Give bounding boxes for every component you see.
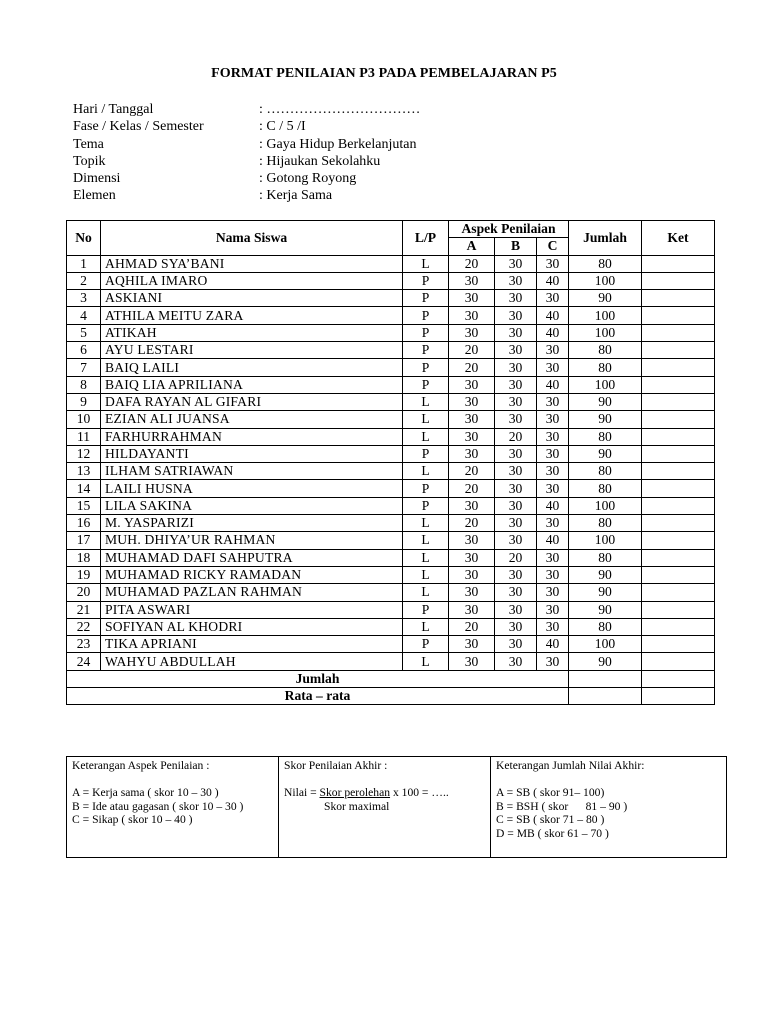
jumlah-ket-cell (642, 670, 715, 687)
col-a-header: A (449, 238, 495, 255)
cell-jumlah: 80 (569, 428, 642, 445)
cell-c: 30 (537, 515, 569, 532)
table-row (67, 463, 715, 480)
cell-lp: P (403, 342, 449, 359)
jumlah-row (67, 670, 715, 687)
rata-label: Rata – rata (67, 688, 569, 705)
cell-lp: L (403, 584, 449, 601)
cell-ket (642, 445, 715, 462)
cell-c: 30 (537, 411, 569, 428)
legend-skor (279, 757, 491, 858)
cell-a: 20 (449, 463, 495, 480)
info-value: : Gotong Royong (259, 171, 357, 187)
cell-no: 6 (67, 342, 101, 359)
cell-a: 30 (449, 445, 495, 462)
legend-nilai (491, 757, 727, 858)
cell-nama: MUHAMAD RICKY RAMADAN (101, 566, 403, 583)
skor-formula (284, 786, 485, 800)
cell-jumlah: 100 (569, 376, 642, 393)
cell-jumlah: 80 (569, 480, 642, 497)
cell-a: 30 (449, 601, 495, 618)
cell-jumlah: 100 (569, 636, 642, 653)
cell-jumlah: 90 (569, 601, 642, 618)
info-label: Elemen (73, 188, 116, 204)
cell-lp: P (403, 480, 449, 497)
cell-b: 30 (495, 376, 537, 393)
cell-no: 19 (67, 566, 101, 583)
cell-ket (642, 480, 715, 497)
cell-no: 17 (67, 532, 101, 549)
cell-nama: MUH. DHIYA’UR RAHMAN (101, 532, 403, 549)
info-row (73, 118, 420, 135)
cell-nama: BAIQ LAILI (101, 359, 403, 376)
cell-lp: P (403, 601, 449, 618)
cell-c: 30 (537, 549, 569, 566)
table-row (67, 566, 715, 583)
cell-nama: BAIQ LIA APRILIANA (101, 376, 403, 393)
table-row (67, 428, 715, 445)
cell-a: 30 (449, 497, 495, 514)
cell-c: 30 (537, 463, 569, 480)
cell-no: 14 (67, 480, 101, 497)
cell-c: 30 (537, 359, 569, 376)
cell-ket (642, 376, 715, 393)
cell-a: 20 (449, 480, 495, 497)
col-nama-header: Nama Siswa (101, 221, 403, 256)
cell-nama: AHMAD SYA’BANI (101, 255, 403, 272)
cell-a: 30 (449, 549, 495, 566)
cell-ket (642, 393, 715, 410)
cell-b: 20 (495, 549, 537, 566)
cell-nama: ASKIANI (101, 290, 403, 307)
cell-a: 20 (449, 515, 495, 532)
cell-lp: L (403, 428, 449, 445)
cell-ket (642, 618, 715, 635)
table-row (67, 480, 715, 497)
info-row (73, 101, 420, 118)
info-label: Tema (73, 136, 104, 152)
col-c-header: C (537, 238, 569, 255)
cell-jumlah: 90 (569, 653, 642, 670)
cell-a: 30 (449, 324, 495, 341)
cell-b: 30 (495, 497, 537, 514)
cell-ket (642, 290, 715, 307)
cell-nama: FARHURRAHMAN (101, 428, 403, 445)
legend-nilai-line: D = MB ( skor 61 – 70 ) (496, 826, 609, 840)
cell-b: 30 (495, 393, 537, 410)
cell-c: 30 (537, 445, 569, 462)
cell-jumlah: 100 (569, 532, 642, 549)
cell-c: 30 (537, 480, 569, 497)
cell-jumlah: 90 (569, 445, 642, 462)
cell-b: 20 (495, 428, 537, 445)
cell-a: 30 (449, 393, 495, 410)
cell-jumlah: 80 (569, 618, 642, 635)
cell-b: 30 (495, 411, 537, 428)
legend-nilai-line: A = SB ( skor 91– 100) (496, 786, 605, 799)
cell-a: 30 (449, 290, 495, 307)
cell-ket (642, 342, 715, 359)
table-row (67, 601, 715, 618)
cell-b: 30 (495, 584, 537, 601)
cell-c: 30 (537, 584, 569, 601)
cell-a: 20 (449, 255, 495, 272)
table-row (67, 307, 715, 324)
cell-b: 30 (495, 445, 537, 462)
cell-c: 40 (537, 636, 569, 653)
cell-c: 30 (537, 566, 569, 583)
table-row (67, 497, 715, 514)
cell-jumlah: 90 (569, 584, 642, 601)
skor-prefix: Nilai = (284, 786, 320, 799)
cell-c: 30 (537, 653, 569, 670)
cell-no: 13 (67, 463, 101, 480)
cell-b: 30 (495, 636, 537, 653)
cell-lp: L (403, 515, 449, 532)
cell-lp: L (403, 411, 449, 428)
cell-nama: TIKA APRIANI (101, 636, 403, 653)
table-row (67, 532, 715, 549)
info-row (73, 153, 420, 170)
table-row (67, 618, 715, 635)
cell-nama: EZIAN ALI JUANSA (101, 411, 403, 428)
cell-no: 8 (67, 376, 101, 393)
cell-a: 30 (449, 411, 495, 428)
cell-nama: M. YASPARIZI (101, 515, 403, 532)
jumlah-label: Jumlah (67, 670, 569, 687)
cell-ket (642, 566, 715, 583)
cell-nama: ILHAM SATRIAWAN (101, 463, 403, 480)
cell-b: 30 (495, 290, 537, 307)
cell-ket (642, 411, 715, 428)
col-lp-header: L/P (403, 221, 449, 256)
cell-a: 20 (449, 359, 495, 376)
cell-b: 30 (495, 255, 537, 272)
cell-jumlah: 90 (569, 566, 642, 583)
cell-jumlah: 90 (569, 393, 642, 410)
legend-aspek (67, 757, 279, 858)
table-row (67, 411, 715, 428)
skor-denominator: Skor maximal (324, 799, 390, 813)
cell-no: 7 (67, 359, 101, 376)
page-title: FORMAT PENILAIAN P3 PADA PEMBELAJARAN P5 (211, 66, 557, 81)
cell-no: 12 (67, 445, 101, 462)
col-ket-header: Ket (642, 221, 715, 256)
cell-ket (642, 255, 715, 272)
rata-row (67, 688, 715, 705)
cell-a: 30 (449, 636, 495, 653)
cell-a: 30 (449, 653, 495, 670)
cell-ket (642, 428, 715, 445)
grade-table (66, 220, 715, 705)
header-row (67, 221, 715, 238)
cell-a: 20 (449, 618, 495, 635)
cell-b: 30 (495, 532, 537, 549)
info-value: : Gaya Hidup Berkelanjutan (259, 136, 417, 152)
info-value: : …………………………… (259, 102, 421, 117)
table-row (67, 324, 715, 341)
table-row (67, 342, 715, 359)
cell-c: 30 (537, 601, 569, 618)
cell-c: 30 (537, 255, 569, 272)
cell-b: 30 (495, 324, 537, 341)
legend-aspek-line: B = Ide atau gagasan ( skor 10 – 30 ) (72, 799, 244, 813)
cell-lp: P (403, 359, 449, 376)
cell-ket (642, 272, 715, 289)
table-row (67, 636, 715, 653)
legend-nilai-line: C = SB ( skor 71 – 80 ) (496, 813, 605, 826)
cell-jumlah: 80 (569, 463, 642, 480)
cell-b: 30 (495, 618, 537, 635)
cell-ket (642, 532, 715, 549)
info-block (73, 101, 420, 205)
cell-a: 30 (449, 376, 495, 393)
cell-a: 30 (449, 532, 495, 549)
cell-no: 16 (67, 515, 101, 532)
cell-ket (642, 549, 715, 566)
cell-c: 40 (537, 497, 569, 514)
cell-lp: L (403, 393, 449, 410)
legend-aspek-line: C = Sikap ( skor 10 – 40 ) (72, 813, 193, 826)
rata-ket-cell (642, 688, 715, 705)
grade-body (67, 255, 715, 670)
cell-no: 24 (67, 653, 101, 670)
rata-total-cell (569, 688, 642, 705)
cell-ket (642, 307, 715, 324)
cell-nama: LILA SAKINA (101, 497, 403, 514)
cell-nama: ATHILA MEITU ZARA (101, 307, 403, 324)
cell-c: 30 (537, 618, 569, 635)
cell-lp: P (403, 376, 449, 393)
cell-no: 23 (67, 636, 101, 653)
info-value: : C / 5 /I (259, 119, 306, 135)
cell-nama: LAILI HUSNA (101, 480, 403, 497)
cell-b: 30 (495, 272, 537, 289)
cell-ket (642, 584, 715, 601)
cell-b: 30 (495, 480, 537, 497)
cell-b: 30 (495, 463, 537, 480)
cell-c: 40 (537, 532, 569, 549)
cell-jumlah: 100 (569, 307, 642, 324)
cell-a: 20 (449, 342, 495, 359)
cell-b: 30 (495, 342, 537, 359)
cell-ket (642, 497, 715, 514)
cell-jumlah: 100 (569, 497, 642, 514)
cell-b: 30 (495, 653, 537, 670)
col-aspek-header: Aspek Penilaian (449, 221, 569, 238)
cell-a: 30 (449, 584, 495, 601)
cell-lp: P (403, 636, 449, 653)
cell-nama: HILDAYANTI (101, 445, 403, 462)
cell-c: 30 (537, 393, 569, 410)
cell-no: 20 (67, 584, 101, 601)
cell-lp: P (403, 307, 449, 324)
cell-no: 18 (67, 549, 101, 566)
cell-nama: MUHAMAD DAFI SAHPUTRA (101, 549, 403, 566)
cell-c: 40 (537, 376, 569, 393)
cell-nama: MUHAMAD PAZLAN RAHMAN (101, 584, 403, 601)
cell-no: 22 (67, 618, 101, 635)
cell-jumlah: 80 (569, 515, 642, 532)
cell-c: 40 (537, 307, 569, 324)
cell-b: 30 (495, 601, 537, 618)
cell-lp: P (403, 290, 449, 307)
legend-skor-title: Skor Penilaian Akhir : (284, 759, 388, 772)
cell-nama: DAFA RAYAN AL GIFARI (101, 393, 403, 410)
cell-jumlah: 80 (569, 549, 642, 566)
cell-lp: L (403, 549, 449, 566)
cell-no: 15 (67, 497, 101, 514)
legend-nilai-line: B = BSH ( skor 81 – 90 ) (496, 799, 628, 813)
cell-no: 4 (67, 307, 101, 324)
cell-lp: L (403, 463, 449, 480)
cell-nama: ATIKAH (101, 324, 403, 341)
cell-jumlah: 80 (569, 255, 642, 272)
info-label: Fase / Kelas / Semester (73, 119, 204, 135)
cell-ket (642, 636, 715, 653)
cell-no: 5 (67, 324, 101, 341)
skor-numerator: Skor perolehan (319, 786, 391, 799)
cell-lp: L (403, 255, 449, 272)
cell-ket (642, 601, 715, 618)
cell-a: 30 (449, 566, 495, 583)
cell-jumlah: 100 (569, 324, 642, 341)
cell-nama: SOFIYAN AL KHODRI (101, 618, 403, 635)
legend-nilai-title: Keterangan Jumlah Nilai Akhir: (496, 759, 645, 772)
table-row (67, 653, 715, 670)
legend-table (66, 756, 727, 858)
cell-b: 30 (495, 307, 537, 324)
cell-nama: AQHILA IMARO (101, 272, 403, 289)
cell-no: 3 (67, 290, 101, 307)
cell-c: 30 (537, 428, 569, 445)
cell-no: 9 (67, 393, 101, 410)
table-row (67, 376, 715, 393)
cell-jumlah: 100 (569, 272, 642, 289)
table-row (67, 515, 715, 532)
cell-no: 21 (67, 601, 101, 618)
table-row (67, 359, 715, 376)
cell-b: 30 (495, 515, 537, 532)
cell-b: 30 (495, 359, 537, 376)
cell-lp: P (403, 324, 449, 341)
cell-lp: P (403, 445, 449, 462)
info-row (73, 136, 420, 153)
info-label: Topik (73, 153, 106, 169)
info-value: : Kerja Sama (259, 188, 333, 204)
cell-ket (642, 324, 715, 341)
table-row (67, 255, 715, 272)
table-row (67, 272, 715, 289)
cell-lp: L (403, 532, 449, 549)
legend-aspek-title: Keterangan Aspek Penilaian : (72, 759, 210, 772)
cell-ket (642, 463, 715, 480)
cell-a: 30 (449, 272, 495, 289)
col-no-header: No (67, 221, 101, 256)
info-value: : Hijaukan Sekolahku (259, 153, 381, 169)
info-label: Hari / Tanggal (73, 102, 154, 117)
cell-ket (642, 359, 715, 376)
cell-lp: P (403, 497, 449, 514)
cell-nama: AYU LESTARI (101, 342, 403, 359)
table-row (67, 445, 715, 462)
cell-jumlah: 90 (569, 290, 642, 307)
info-label: Dimensi (73, 171, 121, 187)
cell-a: 30 (449, 428, 495, 445)
cell-c: 40 (537, 324, 569, 341)
cell-a: 30 (449, 307, 495, 324)
cell-c: 30 (537, 342, 569, 359)
cell-lp: L (403, 618, 449, 635)
cell-no: 10 (67, 411, 101, 428)
cell-jumlah: 80 (569, 342, 642, 359)
jumlah-total-cell (569, 670, 642, 687)
cell-no: 11 (67, 428, 101, 445)
skor-suffix: x 100 = ….. (390, 786, 449, 799)
info-row (73, 170, 420, 187)
table-row (67, 290, 715, 307)
table-row (67, 393, 715, 410)
cell-lp: L (403, 566, 449, 583)
cell-ket (642, 515, 715, 532)
cell-nama: PITA ASWARI (101, 601, 403, 618)
cell-lp: L (403, 653, 449, 670)
cell-c: 40 (537, 272, 569, 289)
cell-jumlah: 90 (569, 411, 642, 428)
col-b-header: B (495, 238, 537, 255)
cell-no: 1 (67, 255, 101, 272)
cell-nama: WAHYU ABDULLAH (101, 653, 403, 670)
col-jumlah-header: Jumlah (569, 221, 642, 256)
info-row (73, 187, 420, 204)
table-row (67, 549, 715, 566)
cell-jumlah: 80 (569, 359, 642, 376)
cell-no: 2 (67, 272, 101, 289)
cell-b: 30 (495, 566, 537, 583)
cell-lp: P (403, 272, 449, 289)
cell-ket (642, 653, 715, 670)
legend-aspek-line: A = Kerja sama ( skor 10 – 30 ) (72, 786, 219, 799)
table-row (67, 584, 715, 601)
cell-c: 30 (537, 290, 569, 307)
